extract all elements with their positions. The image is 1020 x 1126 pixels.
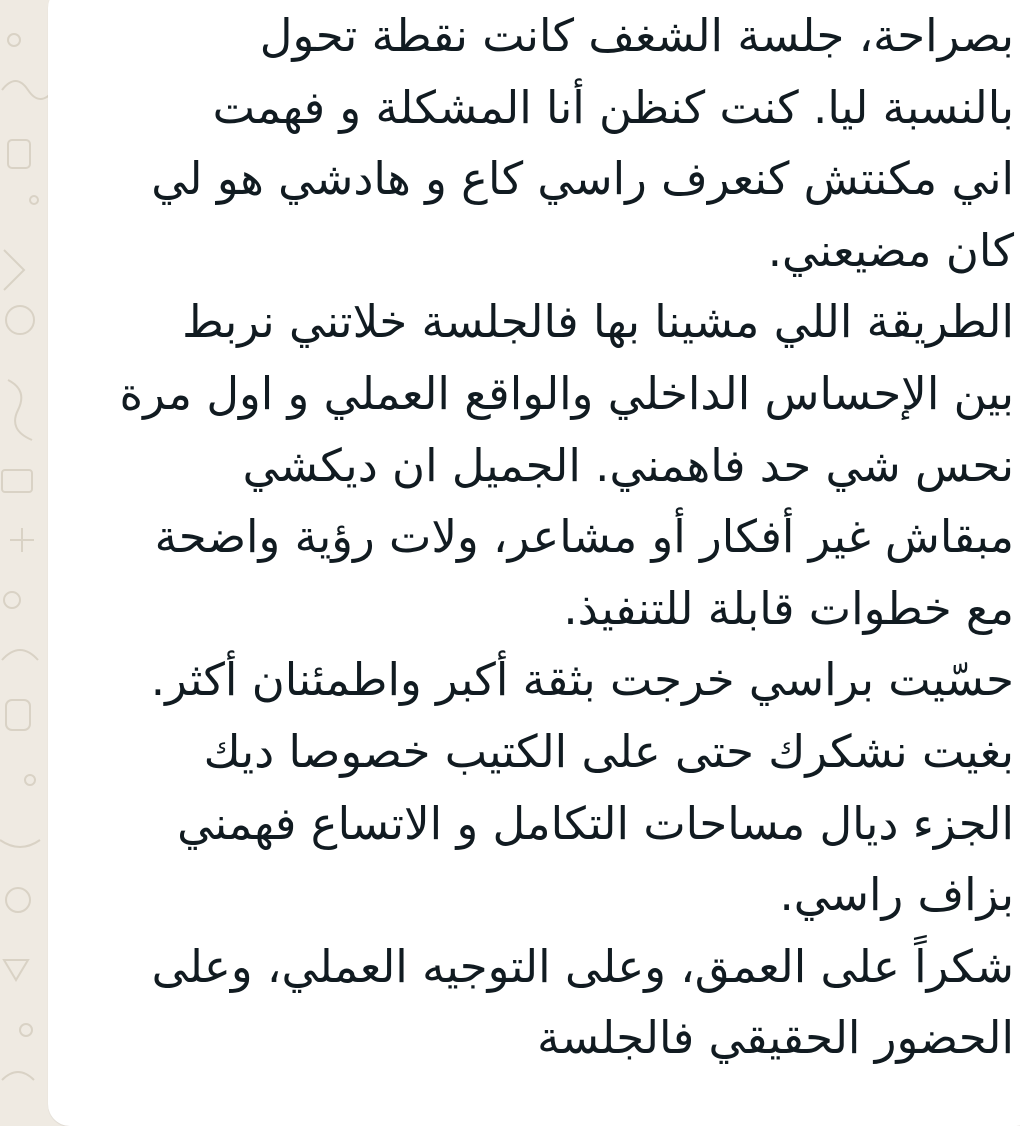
- message-line: الحضور الحقيقي فالجلسة: [537, 1011, 1014, 1065]
- message-line: بغيت نشكرك حتى على الكتيب خصوصا ديك: [203, 724, 1014, 778]
- message-line: نحس شي حد فاهمني. الجميل ان ديكشي: [242, 438, 1014, 492]
- message-line: مبقاش غير أفكار أو مشاعر، ولات رؤية واضحة: [154, 510, 1014, 564]
- message-line: كان مضيعني.: [767, 223, 1014, 277]
- message-line: الطريقة اللي مشينا بها فالجلسة خلاتني نربط: [182, 295, 1014, 349]
- message-line: بين الإحساس الداخلي والواقع العملي و اول مرة: [119, 366, 1014, 420]
- message-line: بزاف راسي.: [779, 868, 1014, 922]
- message-line: حسّيت براسي خرجت بثقة أكبر واطمئنان أكثر.: [150, 653, 1014, 707]
- message-text: [84, 0, 1014, 1074]
- message-line: الجزء ديال مساحات التكامل و الاتساع فهمني: [177, 796, 1014, 850]
- message-line: بصراحة، جلسة الشغف كانت نقطة تحول: [259, 9, 1014, 62]
- message-line: شكراً على العمق، وعلى التوجيه العملي، وعلى: [151, 939, 1014, 993]
- message-line: اني مكنتش كنعرف راسي كاع و هادشي هو لي: [151, 152, 1014, 206]
- message-line: بالنسبة ليا. كنت كنظن أنا المشكلة و فهمت: [212, 80, 1014, 134]
- message-bubble[interactable]: [48, 0, 1020, 1126]
- message-line: مع خطوات قابلة للتنفيذ.: [563, 581, 1014, 635]
